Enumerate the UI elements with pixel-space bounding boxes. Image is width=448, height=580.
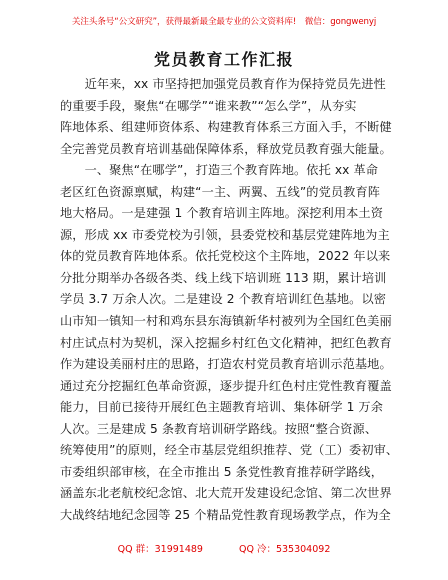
body-line: 市委组织部审核，在全市推出 5 条党性教育推荐研学路线， [60,464,383,479]
body-line: 体的党员教育阵地体系。依托党校这个主阵地，2022 年以来 [60,249,391,264]
body-line: 的重要手段，聚焦“在哪学”“谁来教”“怎么学”，从夯实 [60,98,357,113]
body-line: 通过充分挖掘红色革命资源，逐步提升红色村庄党性教育覆盖 [60,378,392,393]
body-line: 村庄试点村为契机，深入挖掘乡村红色文化精神，把红色教育 [60,335,392,350]
body-line: 阵地体系、组建师资体系、构建教育体系三方面入手，不断健 [60,120,392,135]
body-line: 统筹使用”的原则，经全市基层党组织推荐、党（工）委初审、 [60,443,399,458]
body-line: 源，形成 xx 市委党校为引领，县委党校和基层党建阵地为主 [60,227,390,242]
body-line: 大战终结地纪念园等 25 个精品党性教育现场教学点，作为全 [60,507,391,522]
qq-contact-number: QQ 冷：535304092 [238,544,331,555]
body-line: 作为建设美丽村庄的思路，打造农村党员教育培训示范基地。 [60,357,392,372]
body-line: 涵盖东北老航校纪念馆、北大荒开发建设纪念馆、第二次世界 [60,486,392,501]
contact-footer [0,543,448,556]
body-line: 山市知一镇知一村和鸡东县东海镇新华村被列为全国红色美丽 [60,314,392,329]
body-line: 地大格局。一是建强 1 个教育培训主阵地。深挖利用本土资 [60,206,383,221]
document-body [60,74,399,526]
body-line: 人次。三是建成 5 条教育培训研学路线。按照“整合资源、 [60,421,378,436]
body-line: 全完善党员教育培训基础保障体系，释放党员教育强大能量。 [60,141,392,156]
qq-group-number: QQ 群：31991489 [117,544,203,555]
body-line: 近年来，xx 市坚持把加强党员教育作为保持党员先进性 [60,77,386,91]
body-line: 老区红色资源禀赋，构建“一主、两翼、五线”的党员教育阵 [60,184,381,199]
body-line: 学员 3.7 万余人次。二是建设 2 个教育培训红色基地。以密 [60,292,387,307]
body-line: 分批分期举办各级各类、线上线下培训班 113 期，累计培训 [60,270,387,285]
body-line: 一、聚焦“在哪学”，打造三个教育阵地。依托 xx 革命 [60,163,379,178]
promo-banner: 关注头条号“公文研究”，获得最新最全最专业的公文资料库! 微信：gongwenyj [71,17,377,27]
document-title: 党员教育工作汇报 [153,50,294,69]
body-line: 能力，目前已接待开展红色主题教育培训、集体研学 1 万余 [60,400,383,415]
